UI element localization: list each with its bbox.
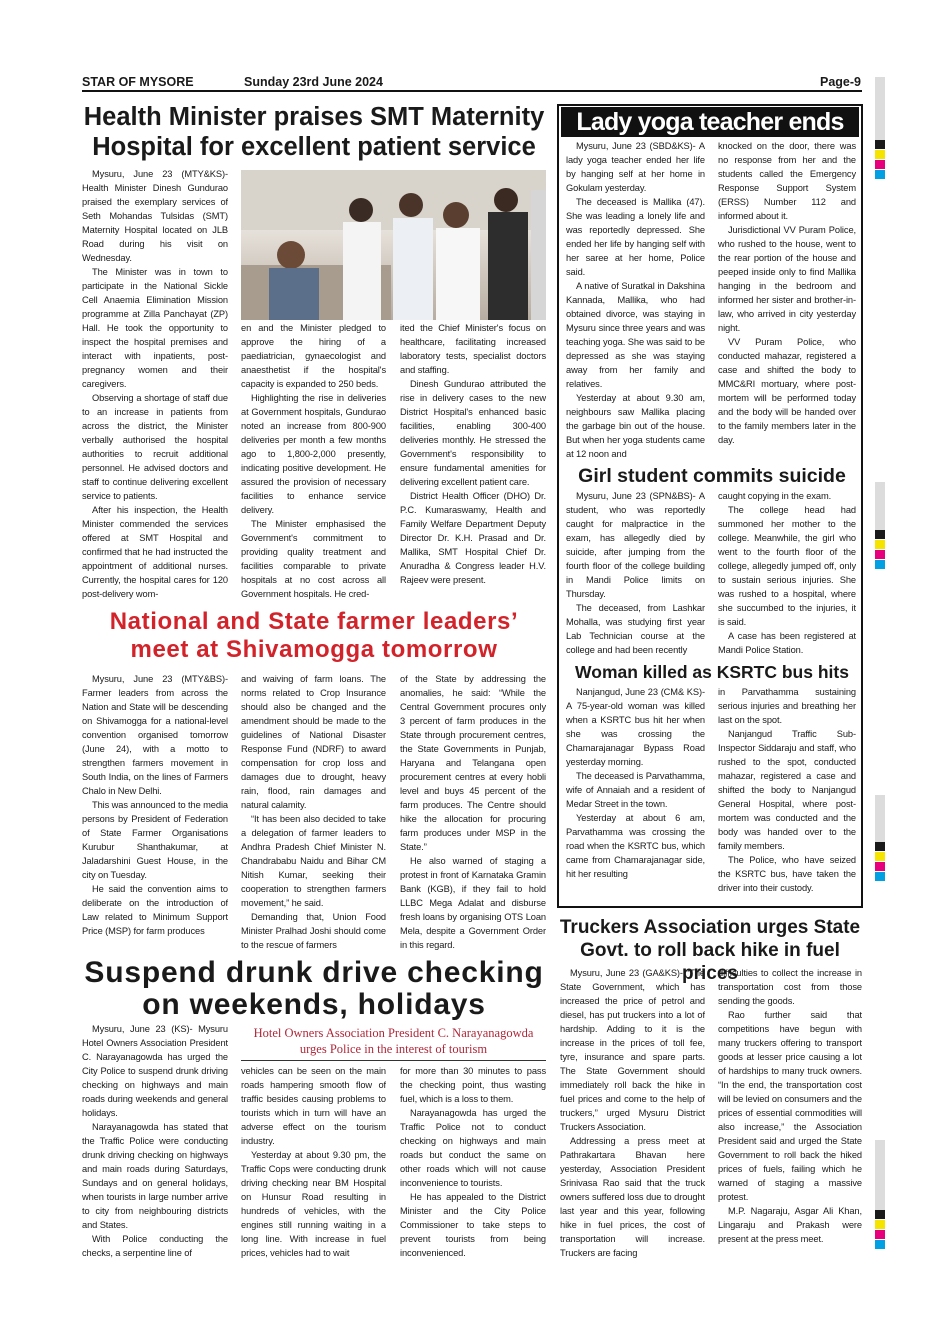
color-swatch bbox=[875, 560, 885, 569]
paragraph: “It has been also decided to take a delegation of farmer leaders to Andhra Pradesh Chief Minister N. Chandrababu Naidu and Bihar CM Nitish Kumar, seeking their cooperation to strengthen farmers movement,” he said. bbox=[241, 814, 386, 908]
color-swatch bbox=[875, 550, 885, 559]
headline: Girl student commits suicide bbox=[578, 465, 846, 487]
paragraph: VV Puram Police, who conducted mahazar, registered a case and shifted the body to MMC&RI mortuary, where post-mortem will be performed today and the body will be handed over to the family members later in the day. bbox=[718, 337, 856, 445]
article-column bbox=[718, 489, 856, 657]
paragraph: Jurisdictional VV Puram Police, who rushed to the house, went to the rear portion of the house and peeped inside only to find Mallika hanging in the bedroom and informed her sister and brother-in-law, who arrived in city yesterday night. bbox=[718, 225, 856, 333]
color-swatch bbox=[875, 150, 885, 159]
article-column bbox=[241, 672, 386, 954]
article-column bbox=[566, 139, 705, 461]
paragraph: Mysuru, June 23 (KS)- Mysuru Hotel Owners Association President C. Narayanagowda has urged the City Police to suspend drunk driving checking on highways and main roads during weekends and general holidays. bbox=[82, 1024, 228, 1118]
color-swatch bbox=[875, 1240, 885, 1249]
paragraph: He also warned of staging a protest in front of Karnataka Gramin Bank (KGB), if they fail to hold LLBC Mega Adalat and disburse fresh loans by organising OTS Loan Mela, despite a Government Order in this regard. bbox=[400, 856, 546, 950]
article-column bbox=[241, 321, 386, 603]
paragraph: caught copying in the exam. bbox=[718, 491, 832, 501]
paragraph: and waiving of farm loans. The norms related to Crop Insurance should also be changed and the amendment should be made to the guidelines of National Disaster Response Fund (NDRF) to award compensation for crop loss and damages due to drought, heavy rain, flood, rain damages and natural calamity. bbox=[241, 674, 386, 810]
color-swatch bbox=[875, 1220, 885, 1229]
paragraph: Rao further said that competitions have begun with many truckers offering to transport goods at lesser price causing a lot of hardships to many truck owners. “In the end, the transportation cost will be levied on consumers and the prices of essential commodities will also increase,” the Association President said and urged the State Government to roll back the hiked prices of fuels, failing which he warned of staging a massive protest. bbox=[718, 1010, 862, 1202]
paragraph: for more than 30 minutes to pass the checking point, thus wasting fuel, which is a loss to them. bbox=[400, 1066, 546, 1104]
article-column bbox=[718, 139, 856, 461]
headline bbox=[82, 608, 546, 665]
paragraph: The college head had summoned her mother to the college. Meanwhile, the girl who went to the fourth floor of the college, allegedly jumped off, only to sustain serious injuries. She was rushed to a hospital, where she succumbed to the injuries, it is said. bbox=[718, 505, 856, 627]
photo-illustration bbox=[241, 170, 546, 320]
paragraph: Nanjangud, June 23 (CM& KS)- A 75-year-old woman was killed when a KSRTC bus hit her when she was crossing the Chamarajanagar Bypass Road yesterday morning. bbox=[566, 687, 705, 767]
paragraph: The Police, who have seized the KSRTC bus, have taken the driver into their custody. bbox=[718, 855, 856, 893]
paragraph: Narayanagowda has stated that the Traffic Police were conducting drunk driving checking on highways and main roads during Saturdays, Sundays and on general holidays, when tourists in large number arrive to city from neighbouring districts and States. bbox=[82, 1122, 228, 1230]
paragraph: A native of Suratkal in Dakshina Kannada, Mallika, who had obtained divorce, was staying in Mysuru since three years and was teaching yoga. She was said to be depressed as she was staying away from her family and relatives. bbox=[566, 281, 705, 389]
paragraph: M.P. Nagaraju, Asgar Ali Khan, Lingaraju and Prakash were present at the press meet. bbox=[718, 1206, 862, 1244]
paragraph: in Parvathamma sustaining serious injuries and breathing her last on the spot. bbox=[718, 687, 856, 725]
paragraph: The deceased, from Lashkar Mohalla, was studying first year Lab Technician course at the college and had been recently bbox=[566, 603, 705, 655]
headline bbox=[82, 957, 546, 1020]
paragraph: Highlighting the rise in deliveries at Government hospitals, Gundurao noted an increase from 800-900 deliveries per month a few months ago to 1,800-2,000 presently, indicating positive development. He assured the provision of necessary facilities to enhance service delivery. bbox=[241, 393, 386, 515]
paragraph: en and the Minister pledged to approve the hiring of a paediatrician, gynaecologist and anaesthetist if the hospital's capacity is expanded to 250 beds. bbox=[241, 323, 386, 389]
paragraph: District Health Officer (DHO) Dr. P.C. Kumaraswamy, Health and Family Welfare Department Deputy Director Dr. K.H. Prasad and Dr. Mallika, SMT Hospital Chief Dr. Anuradha & Congress leader H.V. Rajeev were present. bbox=[400, 491, 546, 585]
paper-name: STAR OF MYSORE bbox=[82, 75, 194, 89]
color-swatch bbox=[875, 140, 885, 149]
headline-line: Truckers Association urges State bbox=[559, 917, 861, 938]
article-column bbox=[82, 1022, 228, 1264]
paragraph: After his inspection, the Health Minister commended the services offered at SMT Hospital and confirmed that he had instructed the appointment of additional nurses. Currently, the hospital cares for 120 post-delivery wom- bbox=[82, 505, 228, 599]
paragraph: He said the convention aims to deliberate on the introduction of Law related to Minimum Support Price (MSP) for farm produces bbox=[82, 884, 228, 936]
paragraph: He has appealed to the District Minister and the City Police Commissioner to take steps to prevent tourists from being inconvenienced. bbox=[400, 1192, 546, 1258]
headline-line: National and State farmer leaders’ bbox=[109, 608, 519, 635]
color-swatch bbox=[875, 530, 885, 539]
paragraph: Observing a shortage of staff due to an increase in patients from across the district, the Minister verbally authorised the hospital authorities to recruit additional personnel. He advised doctors and staff to continue delivering excellent service to patients. bbox=[82, 393, 228, 501]
paragraph: Nanjangud Traffic Sub-Inspector Siddaraju and staff, who rushed to the spot, conducted mahazar, registered a case and shifted the body to Nanjangud General Hospital, where post-mortem was conducted and the body was handed over to the family members. bbox=[718, 729, 856, 851]
paragraph: Mysuru, June 23 (SPN&BS)- A student, who was reportedly caught for malpractice in the exam, has allegedly died by suicide, after jumping from the fourth floor of the college building in Mandi Police limits on Thursday. bbox=[566, 491, 705, 599]
paragraph: Narayanagowda has urged the Traffic Police not to conduct checking on highways and main roads but conduct the same on other roads which will not cause inconvenience to tourists. bbox=[400, 1108, 546, 1188]
registration-track bbox=[875, 482, 885, 530]
article-column bbox=[718, 685, 856, 897]
masthead-rule bbox=[82, 90, 862, 92]
color-swatch bbox=[875, 1210, 885, 1219]
paragraph: ited the Chief Minister's focus on healthcare, facilitating increased laboratory tests, specialist doctors and staffing. bbox=[400, 323, 546, 375]
article-column bbox=[82, 167, 228, 603]
paragraph: of the State by addressing the anomalies, he said: “While the Central Government procures only 3 percent of farm produces in the State through procurement centres, the State Governments in Punjab, Haryana and Telangana open procurement centres at every hobli level and buys 45 percent of the farm produces. The Centre should hike the allocation for procuring farm produces under MSP in the State.” bbox=[400, 674, 546, 852]
headline: Lady yoga teacher ends life bbox=[561, 107, 859, 137]
paragraph: vehicles can be seen on the main roads hampering smooth flow of traffic besides causing problems to tourists which in turn will have an adverse effect on the tourism industry. bbox=[241, 1066, 386, 1146]
color-swatch bbox=[875, 170, 885, 179]
article-column bbox=[718, 966, 862, 1264]
paragraph: Yesterday at about 9.30 pm, the Traffic Cops were conducting drunk driving checking near BM Hospital on Hunsur Road resulting in hundreds of vehicles, with the engines still running waiting in a long line. With increase in fuel prices, vehicles had to wait bbox=[241, 1150, 386, 1258]
color-swatch bbox=[875, 160, 885, 169]
headline: Woman killed as KSRTC bus hits bbox=[575, 662, 849, 682]
subheadline-line: Hotel Owners Association President C. Narayanagowda bbox=[253, 1026, 534, 1040]
article-column bbox=[400, 672, 546, 954]
headline-line: Suspend drunk drive checking bbox=[84, 956, 544, 989]
paragraph: Mysuru, June 23 (MTY&BS)- Farmer leaders from across the Nation and State will be descending on Shivamogga for a national-level convention organised tomorrow (June 24), with a motto to strengthen farmers movement in South India, on the lines of Farmers Chalo in New Delhi. bbox=[82, 674, 228, 796]
paragraph: Mysuru, June 23 (GA&KS)- “The State Government, which has increased the price of petrol and diesel, has put truckers into a lot of hardship. Adding to it is the increase in the prices of toll fee, tyre, insurance and spare parts. The State Government should immediately roll back the hike in fuel prices and come to the help of truckers,” urged Mysuru District Truckers Association. bbox=[560, 968, 705, 1132]
paragraph: Demanding that, Union Food Minister Pralhad Joshi should come to the rescue of farmers bbox=[241, 912, 386, 950]
registration-track bbox=[875, 77, 885, 140]
paragraph: The deceased is Mallika (47). She was leading a lonely life and was reportedly depressed. She ended her life by hanging self with her saree at her home, Police said. bbox=[566, 197, 705, 277]
headline bbox=[82, 102, 546, 162]
article-column bbox=[560, 966, 705, 1264]
article-column bbox=[241, 1064, 386, 1264]
article-column bbox=[400, 321, 546, 603]
subheadline bbox=[241, 1025, 546, 1061]
paragraph: Yesterday at about 9.30 am, neighbours saw Mallika placing the garbage bin out of the house. But when her yoga students came at 12 noon and bbox=[566, 393, 705, 459]
paragraph: With Police conducting the checks, a serpentine line of bbox=[82, 1234, 228, 1258]
paragraph: The Minister emphasised the Government's commitment to providing quality treatment and facilities comparable to private hospitals at no cost across all Government hospitals. He cred- bbox=[241, 519, 386, 599]
article-column bbox=[400, 1064, 546, 1264]
issue-date: Sunday 23rd June 2024 bbox=[244, 75, 383, 89]
registration-track bbox=[875, 795, 885, 842]
paragraph: Yesterday at about 6 am, Parvathamma was crossing the road when the KSRTC bus, which came from Chamarajanagar side, hit her resulting bbox=[566, 813, 705, 879]
headline-line: on weekends, holidays bbox=[142, 987, 486, 1021]
headline-line: meet at Shivamogga tomorrow bbox=[130, 636, 498, 664]
color-swatch bbox=[875, 852, 885, 861]
article-column bbox=[82, 672, 228, 954]
article-column bbox=[566, 489, 705, 657]
article-column bbox=[566, 685, 705, 897]
paragraph: This was announced to the media persons by President of Federation of State Farmer Organisations Kurubur Shanthakumar, at Jaladarshini Guest House, in the city on Tuesday. bbox=[82, 800, 228, 880]
paragraph: Mysuru, June 23 (MTY&KS)- Health Minister Dinesh Gundurao praised the exemplary services of Seth Mohandas Tulsidas (SMT) Maternity Hospital located on JLB Road during his visit on Wednesday. bbox=[82, 169, 228, 263]
subheadline-line: urges Police in the interest of tourism bbox=[299, 1042, 488, 1056]
color-swatch bbox=[875, 1230, 885, 1239]
paragraph: Dinesh Gundurao attributed the rise in delivery cases to the new District Hospital's enhanced basic facilities, enabling 300-400 deliveries monthly. He stressed the Government's responsibility to ensure fundamental amenities for delivering excellent patient care. bbox=[400, 379, 546, 487]
headline-line: Health Minister praises SMT Maternity bbox=[83, 103, 545, 131]
color-swatch bbox=[875, 842, 885, 851]
paragraph: difficulties to collect the increase in transportation cost from those sending the goods. bbox=[718, 968, 862, 1006]
headline-line: Hospital for excellent patient service bbox=[92, 133, 536, 162]
paragraph: The Minister was in town to participate in the National Sickle Cell Anaemia Elimination Mission programme at Zilla Panchayat (ZP) Hall. He took the opportunity to inspect the hospital premises and interact with inpatients, post-pregnancy women and their caregivers. bbox=[82, 267, 228, 389]
paragraph: The deceased is Parvathamma, wife of Annaiah and a resident of Medar Street in the town. bbox=[566, 771, 705, 809]
headline-line: Govt. to roll back hike in fuel prices bbox=[580, 940, 840, 984]
paragraph: Mysuru, June 23 (SBD&KS)- A lady yoga teacher ended her life by hanging self at her home in Gokulam yesterday. bbox=[566, 141, 705, 193]
paragraph: Addressing a press meet at Pathrakartara Bhavan here yesterday, Association President Srinivasa Rao said that the truck owners suffered loss due to drought last year and this year, following hike in fuel prices, the cost of transportation will increase. Truckers are facing bbox=[560, 1136, 705, 1258]
color-swatch bbox=[875, 872, 885, 881]
paragraph: knocked on the door, there was no response from her and the students called the Emergency Response Support System (ERSS) Number 112 and informed about it. bbox=[718, 141, 856, 221]
color-swatch bbox=[875, 862, 885, 871]
news-photo bbox=[241, 170, 546, 320]
paragraph: A case has been registered at Mandi Police Station. bbox=[718, 631, 856, 655]
registration-track bbox=[875, 1140, 885, 1210]
page-number: Page-9 bbox=[820, 75, 861, 89]
color-swatch bbox=[875, 540, 885, 549]
